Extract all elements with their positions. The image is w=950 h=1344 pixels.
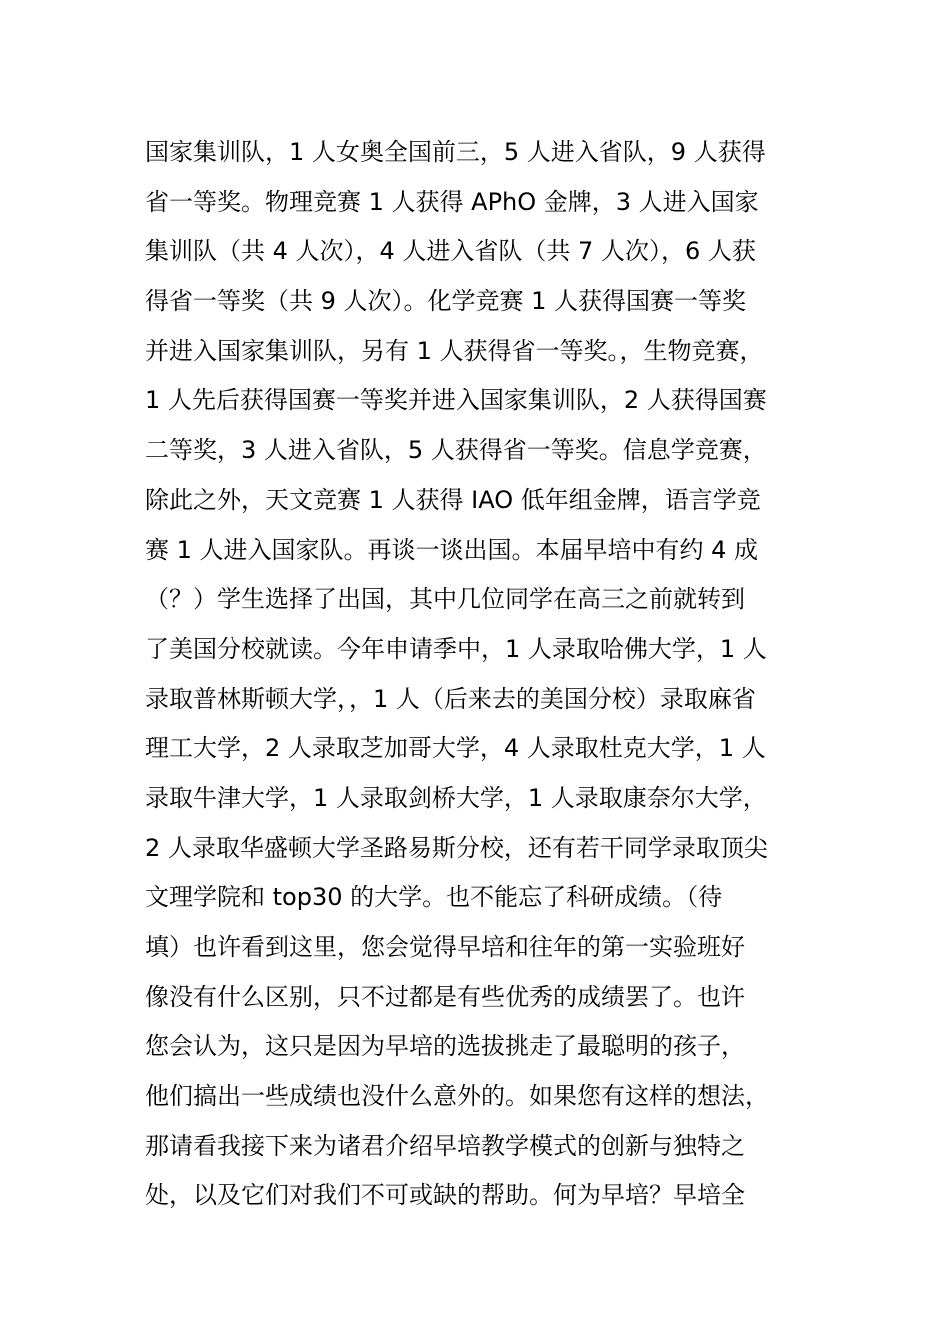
text-line: 录取普林斯顿大学，，1 人（后来去的美国分校）录取麻省 xyxy=(145,684,756,713)
text-line: 1 人先后获得国赛一等奖并进入国家集训队，2 人获得国赛 xyxy=(145,386,767,415)
text-line: 并进入国家集训队，另有 1 人获得省一等奖。，生物竞赛， xyxy=(145,336,764,365)
text-line: 理工大学，2 人录取芝加哥大学，4 人录取杜克大学，1 人 xyxy=(145,734,766,763)
text-line: 填）也许看到这里，您会觉得早培和往年的第一实验班好 xyxy=(145,933,745,961)
text-line: 得省一等奖（共 9 人次）。化学竞赛 1 人获得国赛一等奖 xyxy=(145,287,747,316)
text-line: （？）学生选择了出国，其中几位同学在高三之前就转到 xyxy=(145,585,745,614)
text-line: 二等奖，3 人进入省队，5 人获得省一等奖。信息学竞赛， xyxy=(145,436,767,465)
text-line: 那请看我接下来为诸君介绍早培教学模式的创新与独特之 xyxy=(145,1131,745,1160)
text-line: 国家集训队，1 人女奥全国前三，5 人进入省队，9 人获得 xyxy=(145,138,766,166)
text-line: 您会认为，这只是因为早培的选拔挑走了最聪明的孩子， xyxy=(145,1032,745,1061)
text-line: 省一等奖。物理竞赛 1 人获得 APhO 金牌，3 人进入国家 xyxy=(145,187,759,216)
text-line: 赛 1 人进入国家队。再谈一谈出国。本届早培中有约 4 成 xyxy=(145,535,759,564)
body-text xyxy=(145,128,815,1221)
text-line: 处，以及它们对我们不可或缺的帮助。何为早培？早培全 xyxy=(145,1181,745,1210)
text-line: 像没有什么区别，只不过都是有些优秀的成绩罢了。也许 xyxy=(145,982,745,1011)
text-line: 2 人录取华盛顿大学圣路易斯分校，还有若干同学录取顶尖 xyxy=(145,833,768,862)
text-line: 除此之外，天文竞赛 1 人获得 IAO 低年组金牌，语言学竞 xyxy=(145,485,761,514)
text-line: 录取牛津大学，1 人录取剑桥大学，1 人录取康奈尔大学， xyxy=(145,783,767,812)
text-line: 他们搞出一些成绩也没什么意外的。如果您有这样的想法， xyxy=(145,1082,769,1111)
text-line: 集训队（共 4 人次），4 人进入省队（共 7 人次），6 人获 xyxy=(145,237,756,266)
text-line: 了美国分校就读。今年申请季中，1 人录取哈佛大学，1 人 xyxy=(145,634,767,663)
text-line: 文理学院和 top30 的大学。也不能忘了科研成绩。（待 xyxy=(145,883,723,912)
